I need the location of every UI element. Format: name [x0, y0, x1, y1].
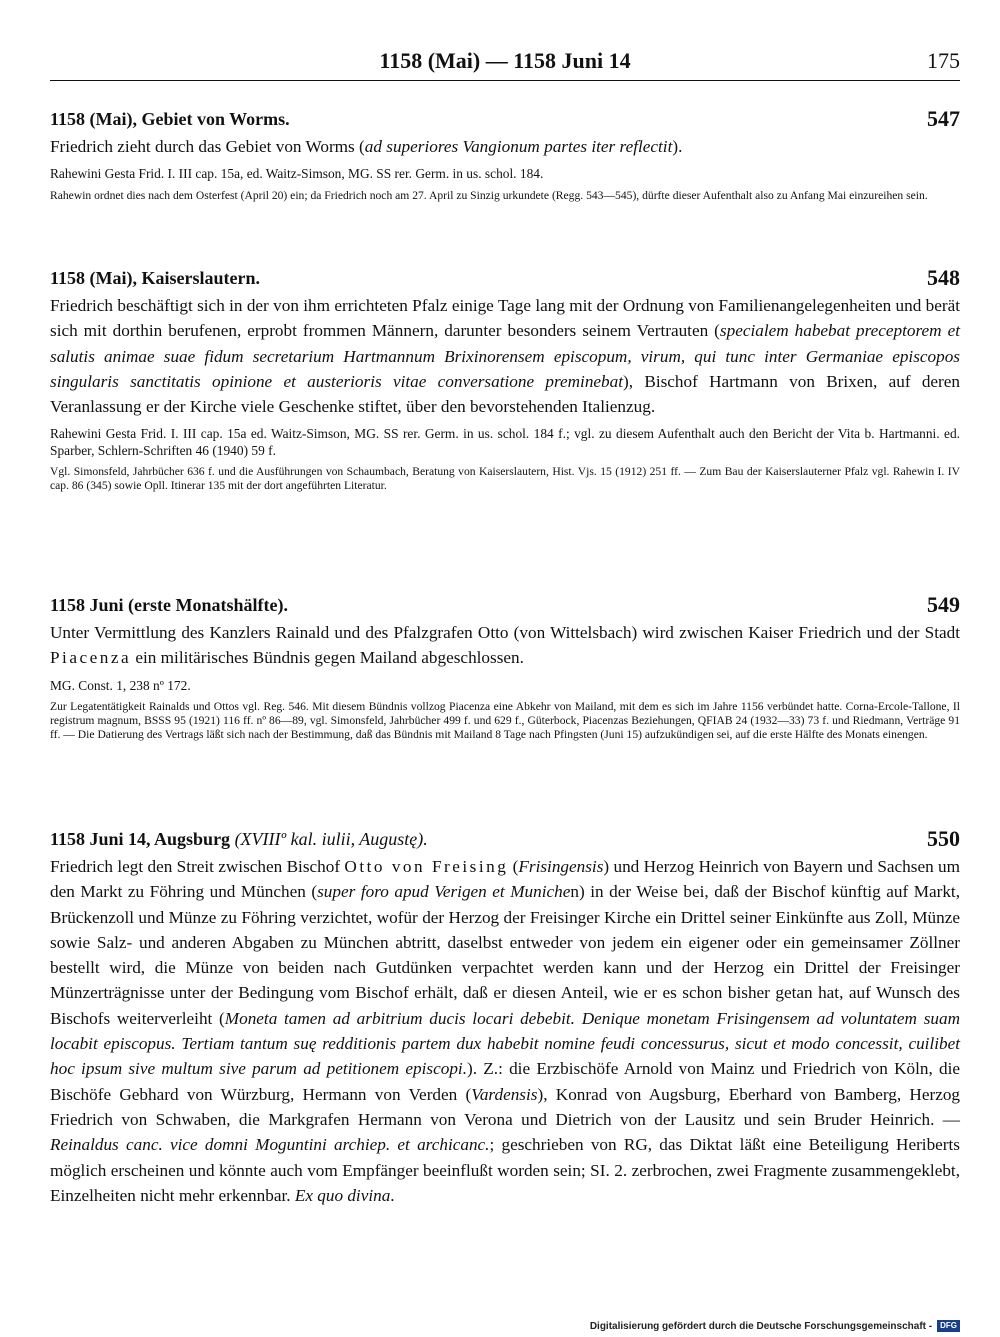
body-text: ).	[672, 137, 683, 156]
entry-headline: 1158 Juni (erste Monatshälfte).	[50, 595, 288, 615]
entry-headline-date: (XVIIIº kal. iulii, Augustę).	[234, 829, 428, 849]
funding-note: Digitalisierung gefördert durch die Deutsche Forschungsgemeinschaft -	[589, 1320, 933, 1332]
page-footer	[590, 1320, 960, 1332]
entry-number: 550	[927, 826, 960, 851]
body-text: ein militärisches Bündnis gegen Mailand abgeschlossen.	[131, 648, 524, 668]
body-text: ), Bischof Hartmann von Brixen, auf deren Veranlassung er der Kirche viele Geschenke stiftet, über den bevorstehenden Italienzug.	[50, 371, 961, 417]
regest-entry-548	[50, 267, 960, 493]
entry-body	[50, 134, 960, 159]
entry-heading	[50, 594, 960, 620]
body-text: (	[508, 857, 519, 876]
entry-heading	[50, 828, 960, 854]
latin-quote: Vardensis	[471, 1084, 538, 1104]
dfg-logo-icon: DFG	[937, 1320, 960, 1332]
body-text: ; geschrieben von RG, das Diktat läßt eine Beteiligung Heriberts möglich erscheinen und könnte auch vom Empfänger beeinflußt worden sein; SI. 2. zerbrochen, zwei Fragmente zusammengeklebt, Einzelheiten nicht mehr erkennbar.	[50, 1135, 960, 1205]
regest-entry-550	[50, 828, 960, 1208]
body-text: ) und Herzog Heinrich von Bayern und Sachsen um den Markt zu Föhring und München (	[50, 857, 960, 902]
entry-heading	[50, 267, 960, 293]
latin-quote: Ex quo divina	[294, 1185, 391, 1205]
entry-sources: Rahewini Gesta Frid. I. III cap. 15a, ed. Waitz-Simson, MG. SS rer. Germ. in us. schol. 184.	[50, 166, 544, 182]
entry-headline-text: 1158 Juni 14, Augsburg	[50, 829, 231, 849]
body-text: ). Z.: die Erzbischöfe Arnold von Mainz und Friedrich von Köln, die Bischöfe Gebhard von Würzburg, Hermann von Verden (	[50, 1059, 960, 1104]
regest-entry-549	[50, 594, 960, 742]
entry-headline: 1158 (Mai), Kaiserslautern.	[50, 268, 260, 288]
page-number: 175	[927, 48, 960, 73]
entry-heading	[50, 108, 960, 134]
entry-number: 549	[927, 592, 960, 617]
body-text: Friedrich legt den Streit zwischen Bischof	[50, 857, 345, 876]
body-text: ), Konrad von Augsburg, Eberhard von Bamberg, Herzog Friedrich von Schwaben, die Markgrafen Hermann von Verona und Dietrich von der Lausitz und sein Bruder Heinrich. —	[50, 1084, 961, 1129]
spaced-person-name: Otto von Freising	[344, 857, 509, 876]
body-text: n) in der Weise bei, daß der Bischof künftig auf Markt, Brückenzoll und Münze zu Föhring verzichtet, wofür der Herzog der Freisinger Kirche ein Drittel seiner Einkünfte aus Zoll, Münze sowie Salz- und anderen Abgaben zu München abtritt, daselbst entweder von jedem ein eigener oder ein gemeinsamer Zöllner bestellt wird, die Münze von beiden nach Gutdünken verpachtet werden kann und der Herzog ein Drittel der Freisinger Münzerträgnisse unter der Bedingung vom Bischof erhält, daß er diesen Anteil, wie er es schon bisher getan hat, auf Wunsch des Bischofs weiterverleiht (	[50, 882, 960, 1028]
spaced-place-name: Piacenza	[50, 648, 132, 668]
entry-number: 548	[927, 265, 960, 290]
entry-notes: Zur Legatentätigkeit Rainalds und Ottos vgl. Reg. 546. Mit diesem Bündnis vollzog Piacenza eine Abkehr von Mailand, mit dem es sich im Jahre 1156 verbündet hatte. Corna-Ercole-Tallone, Il registrum magnum, BSSS 95 (1921) 116 ff. nº 86—89, vgl. Simonsfeld, Jahrbücher 499 f. und 629 f., Güterbock, Piacenzas Beziehungen, QFIAB 24 (1932—33) 73 f. und Riedmann, Verträge 91 ff. — Die Datierung des Vertrags läßt sich nach der Bestimmung, daß das Bündnis mit Mailand 8 Tage nach Pfingsten (Juni 15) aufzukündigen sei, auf die erste Hälfte des Monats einengen.	[50, 700, 960, 742]
entry-headline: 1158 (Mai), Gebiet von Worms.	[50, 109, 290, 129]
entry-body	[50, 293, 960, 419]
entry-sources: Rahewini Gesta Frid. I. III cap. 15a ed. Waitz-Simson, MG. SS rer. Germ. in us. schol. 184 f.; vgl. zu diesem Aufenthalt auch den Bericht der Vita b. Hartmanni. ed. Sparber, Schlern-Schriften 46 (1940) 59 f.	[50, 426, 960, 458]
running-title: 1158 (Mai) — 1158 Juni 14	[379, 48, 631, 73]
latin-quote: Reinaldus canc. vice domni Moguntini archiep. et archicanc.	[50, 1135, 490, 1155]
page-header	[50, 48, 960, 81]
body-text: Unter Vermittlung des Kanzlers Rainald und des Pfalzgrafen Otto (von Wittelsbach) wird zwischen Kaiser Friedrich und der Stadt	[50, 623, 960, 642]
body-text: .	[390, 1185, 395, 1205]
latin-quote: ad superiores Vangionum partes iter reflectit	[364, 137, 673, 156]
latin-quote: Moneta tamen ad arbitrium ducis locari debebit. Denique monetam Frisingensem ad voluntatem suam locabit episcopus. Tertiam tantum suę redditionis partem dux habebit nomine feudi concessurus, sicut et modo concessit, cuilibet hoc ipsum sive multum sive parum ad petitionem episcopi.	[50, 1008, 960, 1079]
entry-number: 547	[927, 106, 960, 131]
latin-quote: specialem habebat preceptorem et salutis animae suae fidum secretarium Hartmannum Brixinorensem episcopum, virum, qui tunc inter Germaniae episcopos singularis sanctitatis opinione et austerioris vitae conversatione preminebat	[50, 321, 960, 391]
entry-notes: Rahewin ordnet dies nach dem Osterfest (April 20) ein; da Friedrich noch am 27. April zu Sinzig urkundete (Regg. 543—545), dürfte dieser Aufenthalt also zu Anfang Mai einzureihen sein.	[50, 188, 928, 202]
latin-quote: Frisingensis	[518, 857, 604, 876]
entry-notes: Vgl. Simonsfeld, Jahrbücher 636 f. und die Ausführungen von Schaumbach, Beratung von Kaiserslautern, Hist. Vjs. 15 (1912) 251 ff. — Zum Bau der Kaiserslauterner Pfalz vgl. Rahewin I. IV cap. 86 (345) sowie Opll. Itinerar 135 mit der dort angeführten Literatur.	[50, 465, 960, 493]
entry-body	[50, 620, 960, 671]
latin-quote: super foro apud Verigen et Muniche	[317, 882, 571, 902]
body-text: Friedrich zieht durch das Gebiet von Worms (	[50, 137, 365, 156]
entry-headline	[50, 829, 428, 850]
regest-entry-547	[50, 108, 960, 203]
entry-sources: MG. Const. 1, 238 nº 172.	[50, 677, 191, 693]
entry-body	[50, 854, 960, 1208]
body-text: Friedrich beschäftigt sich in der von ihm errichteten Pfalz einige Tage lang mit der Ordnung von Familienangelegenheiten und berät sich mit dorthin berufenen, erprobt frommen Männern, darunter besonders seinem Vertrauten (	[50, 296, 960, 341]
